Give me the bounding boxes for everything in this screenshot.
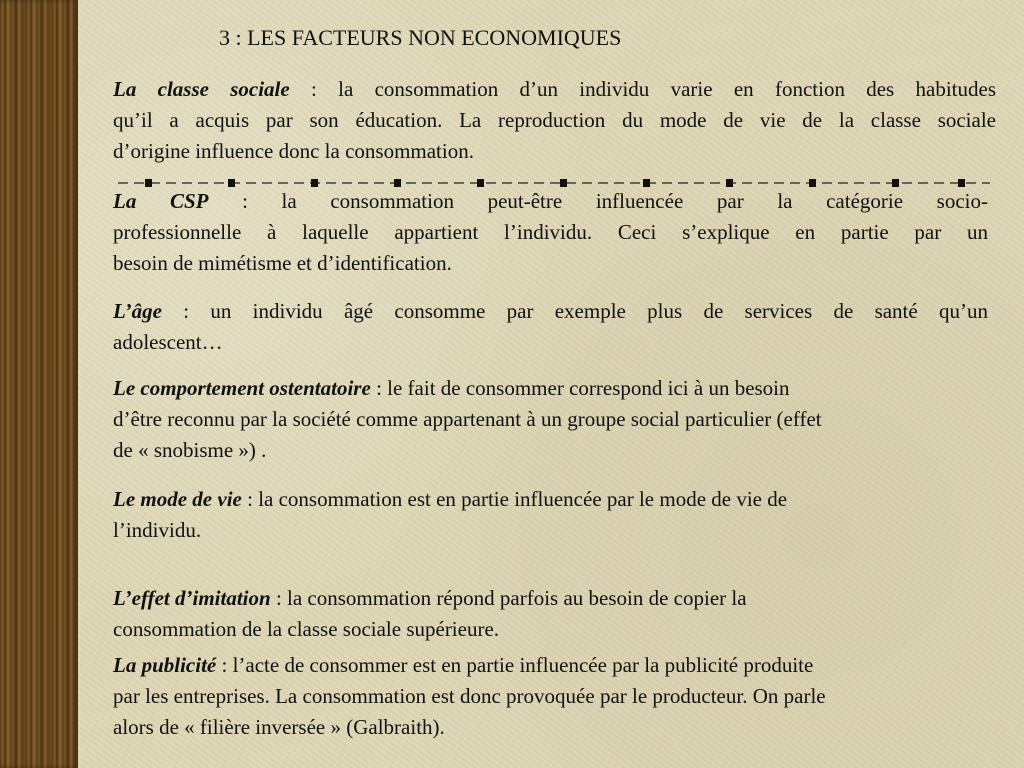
paragraph-line: d’origine influence donc la consommation. (113, 139, 474, 163)
paragraph-comportement (113, 373, 822, 466)
term-csp: La CSP (113, 189, 209, 213)
paragraph-line: d’être reconnu par la société comme appartenant à un groupe social particulier (effet (113, 407, 822, 431)
paragraph-imitation (113, 583, 747, 645)
paragraph-line: alors de « filière inversée » (Galbraith). (113, 715, 445, 739)
paragraph-line (113, 74, 996, 105)
paragraph-text: : le fait de consommer correspond ici à un besoin (370, 376, 790, 400)
term-imitation: L’effet d’imitation (113, 586, 271, 610)
paragraph-line: consommation de la classe sociale supérieure. (113, 617, 500, 641)
paragraph-line: de « snobisme ») . (113, 438, 267, 462)
paragraph-text: : la consommation peut-être influencée par la catégorie socio- (208, 189, 988, 213)
paragraph-text: : la consommation est en partie influencée par le mode de vie de (241, 487, 788, 511)
term-classe-sociale: La classe sociale (113, 77, 290, 101)
paragraph-publicite (113, 650, 826, 743)
paragraph-line: professionnelle à laquelle appartient l’individu. Ceci s’explique en partie par un (113, 220, 988, 244)
paragraph-text: : la consommation d’un individu varie en fonction des habitudes (289, 77, 996, 101)
term-comportement: Le comportement ostentatoire (113, 376, 371, 400)
paragraph-line: qu’il a acquis par son éducation. La reproduction du mode de vie de la classe sociale (113, 108, 996, 132)
paragraph-age (113, 296, 988, 358)
paragraph-text: : l’acte de consommer est en partie influencée par la publicité produite (216, 653, 814, 677)
paragraph-line (113, 650, 826, 681)
decorative-wood-stripe (0, 0, 78, 768)
paragraph-text: : la consommation répond parfois au besoin de copier la (270, 586, 747, 610)
paragraph-line (113, 373, 822, 404)
paragraph-line (113, 186, 988, 217)
paragraph-line: l’individu. (113, 518, 202, 542)
paragraph-line: par les entreprises. La consommation est donc provoquée par le producteur. On parle (113, 684, 826, 708)
paragraph-text: : un individu âgé consomme par exemple plus de services de santé qu’un (161, 299, 988, 323)
paragraph-line (113, 296, 988, 327)
slide-title: 3 : LES FACTEURS NON ECONOMIQUES (219, 25, 622, 50)
term-publicite: La publicité (113, 653, 217, 677)
paragraph-line: besoin de mimétisme et d’identification. (113, 251, 452, 275)
term-age: L’âge (113, 299, 162, 323)
paragraph-csp (113, 186, 988, 279)
paragraph-line (113, 484, 787, 515)
paragraph-mode-de-vie (113, 484, 787, 546)
term-mode-de-vie: Le mode de vie (113, 487, 242, 511)
paragraph-line (113, 583, 747, 614)
paragraph-line: adolescent… (113, 330, 223, 354)
paragraph-classe-sociale (113, 74, 996, 167)
